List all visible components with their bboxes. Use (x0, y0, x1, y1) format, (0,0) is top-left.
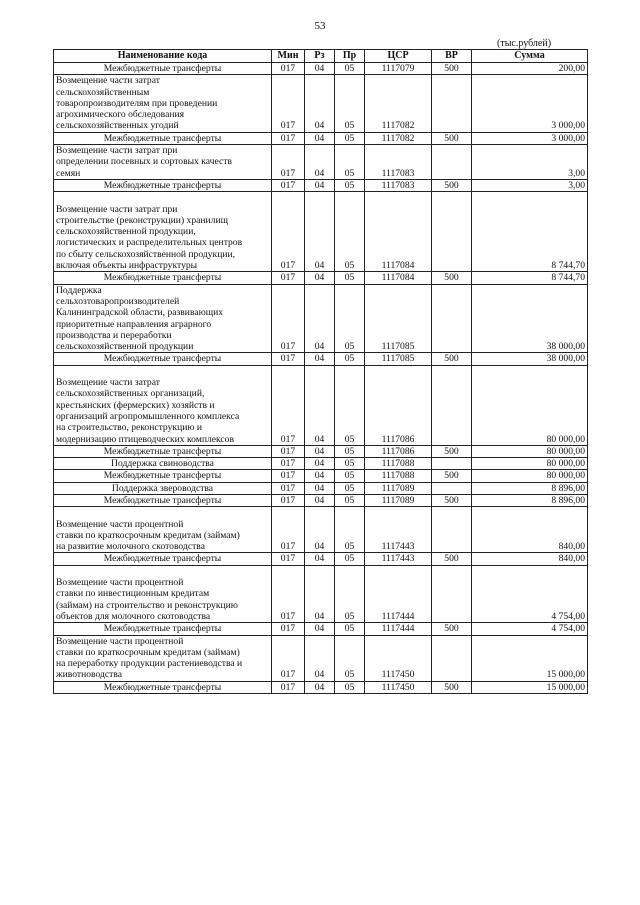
row-pr: 05 (335, 623, 365, 635)
table-row (54, 445, 588, 457)
row-csr: 1117443 (365, 553, 432, 565)
row-name-line: Межбюджетные трансферты (103, 179, 222, 191)
row-name-line (56, 507, 269, 518)
row-name (54, 284, 272, 353)
row-name-line: определении посевных и сортовых качеств (56, 156, 232, 168)
row-name-line: Межбюджетные трансферты (103, 470, 222, 482)
row-name (54, 179, 272, 191)
row-name-line: (займам) на строительство и реконструкцию (56, 599, 238, 611)
row-min: 017 (272, 272, 305, 284)
row-name-line: на строительство, реконструкцию и (56, 422, 203, 434)
row-sum: 38 000,00 (472, 353, 588, 365)
row-pr: 05 (335, 445, 365, 457)
row-sum: 15 000,00 (472, 635, 588, 681)
row-name-line: Возмещение части затрат при (56, 145, 178, 157)
row-rz: 04 (305, 553, 335, 565)
row-vr: 500 (432, 445, 472, 457)
table-row (54, 353, 588, 365)
row-pr: 05 (335, 553, 365, 565)
row-sum: 3 000,00 (472, 132, 588, 144)
row-name-line: сельскохозяйственным (56, 86, 150, 98)
row-sum: 200,00 (472, 63, 588, 75)
row-name (54, 507, 272, 553)
row-name (54, 482, 272, 494)
row-min: 017 (272, 284, 305, 353)
row-rz: 04 (305, 470, 335, 482)
row-sum: 4 754,00 (472, 565, 588, 622)
row-name-line: ставки по инвестиционным кредитам (56, 588, 210, 600)
header-name: Наименование кода (54, 50, 272, 63)
row-pr: 05 (335, 565, 365, 622)
table-row (54, 365, 588, 445)
table-row (54, 272, 588, 284)
row-pr: 05 (335, 507, 365, 553)
row-name-line: ставки по краткосрочным кредитам (займам) (56, 529, 240, 541)
row-csr: 1117084 (365, 192, 432, 272)
row-name-line: Межбюджетные трансферты (103, 353, 222, 365)
row-vr (432, 192, 472, 272)
row-vr: 500 (432, 553, 472, 565)
row-name-line: Поддержка звероводства (111, 482, 214, 494)
row-vr: 500 (432, 63, 472, 75)
row-vr (432, 565, 472, 622)
row-pr: 05 (335, 470, 365, 482)
row-vr (432, 75, 472, 132)
row-name-line (56, 366, 269, 377)
row-name (54, 132, 272, 144)
row-pr: 05 (335, 192, 365, 272)
row-name (54, 565, 272, 622)
row-min: 017 (272, 458, 305, 470)
row-rz: 04 (305, 63, 335, 75)
row-vr (432, 482, 472, 494)
row-vr (432, 635, 472, 681)
row-name-line: Межбюджетные трансферты (103, 272, 222, 284)
row-name (54, 445, 272, 457)
table-row (54, 75, 588, 132)
row-name-line: сельскохозяйственной продукции (56, 341, 194, 353)
row-name-line: товаропроизводителям при проведении (56, 97, 218, 109)
row-vr: 500 (432, 494, 472, 506)
row-vr: 500 (432, 272, 472, 284)
row-rz: 04 (305, 179, 335, 191)
row-rz: 04 (305, 482, 335, 494)
table-row (54, 681, 588, 693)
row-pr: 05 (335, 272, 365, 284)
row-name (54, 272, 272, 284)
row-name-line: Поддержка (56, 284, 102, 296)
row-sum: 8 896,00 (472, 494, 588, 506)
row-sum: 38 000,00 (472, 284, 588, 353)
row-name-line: на развитие молочного скотоводства (56, 541, 205, 553)
row-sum: 80 000,00 (472, 458, 588, 470)
row-name-line: Межбюджетные трансферты (103, 494, 222, 506)
table-row (54, 179, 588, 191)
row-name (54, 75, 272, 132)
row-csr: 1117450 (365, 635, 432, 681)
row-name (54, 353, 272, 365)
row-rz: 04 (305, 192, 335, 272)
table-row (54, 482, 588, 494)
row-name-line: агрохимического обследования (56, 109, 185, 121)
row-csr: 1117089 (365, 494, 432, 506)
row-name-line: логистических и распределительных центров (56, 237, 243, 249)
row-vr (432, 284, 472, 353)
table-row (54, 458, 588, 470)
table-row (54, 565, 588, 622)
row-sum: 840,00 (472, 553, 588, 565)
row-pr: 05 (335, 132, 365, 144)
row-rz: 04 (305, 635, 335, 681)
row-name-line: Межбюджетные трансферты (103, 445, 222, 457)
row-name-line: приоритетные направления аграрного (56, 318, 212, 330)
row-min: 017 (272, 507, 305, 553)
row-csr: 1117083 (365, 179, 432, 191)
row-pr: 05 (335, 458, 365, 470)
row-name (54, 553, 272, 565)
row-vr: 500 (432, 132, 472, 144)
row-name (54, 470, 272, 482)
row-sum: 80 000,00 (472, 470, 588, 482)
row-min: 017 (272, 494, 305, 506)
row-csr: 1117079 (365, 63, 432, 75)
row-sum: 3 000,00 (472, 75, 588, 132)
row-name-line: производства и переработки (56, 329, 172, 341)
row-name-line: организаций агропромышленного комплекса (56, 410, 240, 422)
row-pr: 05 (335, 365, 365, 445)
row-rz: 04 (305, 365, 335, 445)
table-body (54, 63, 588, 694)
row-csr: 1117082 (365, 132, 432, 144)
table-row (54, 284, 588, 353)
row-sum: 8 744,70 (472, 272, 588, 284)
row-name-line: животноводства (56, 669, 122, 681)
row-name-line: Возмещение части процентной (56, 635, 184, 647)
row-sum: 840,00 (472, 507, 588, 553)
row-sum: 8 896,00 (472, 482, 588, 494)
row-name (54, 635, 272, 681)
row-rz: 04 (305, 132, 335, 144)
row-csr: 1117444 (365, 623, 432, 635)
row-name-line: объектов для молочного скотоводства (56, 610, 211, 622)
row-name (54, 192, 272, 272)
row-min: 017 (272, 192, 305, 272)
row-name (54, 623, 272, 635)
row-min: 017 (272, 179, 305, 191)
row-csr: 1117085 (365, 284, 432, 353)
row-rz: 04 (305, 507, 335, 553)
row-sum: 80 000,00 (472, 365, 588, 445)
row-name-line: сельскохозяйственных угодий (56, 120, 179, 132)
row-vr (432, 365, 472, 445)
row-rz: 04 (305, 284, 335, 353)
row-name-line: Возмещение части процентной (56, 518, 184, 530)
table-row (54, 470, 588, 482)
row-rz: 04 (305, 145, 335, 180)
row-name-line: Межбюджетные трансферты (103, 553, 222, 565)
row-min: 017 (272, 553, 305, 565)
row-name (54, 145, 272, 180)
row-csr: 1117444 (365, 565, 432, 622)
row-sum: 3,00 (472, 179, 588, 191)
row-min: 017 (272, 635, 305, 681)
row-min: 017 (272, 75, 305, 132)
row-csr: 1117088 (365, 470, 432, 482)
row-pr: 05 (335, 75, 365, 132)
row-csr: 1117084 (365, 272, 432, 284)
header-pr: Пр (335, 50, 365, 63)
row-name (54, 63, 272, 75)
row-name (54, 494, 272, 506)
row-name-line: Калининградской области, развивающих (56, 307, 224, 319)
row-name-line: крестьянских (фермерских) хозяйств и (56, 399, 215, 411)
row-rz: 04 (305, 458, 335, 470)
row-rz: 04 (305, 272, 335, 284)
units-label: (тыс.рублей) (497, 38, 552, 49)
row-pr: 05 (335, 63, 365, 75)
row-vr (432, 458, 472, 470)
header-csr: ЦСР (365, 50, 432, 63)
row-vr (432, 145, 472, 180)
table-row (54, 553, 588, 565)
row-sum: 3,00 (472, 145, 588, 180)
row-vr: 500 (432, 470, 472, 482)
row-csr: 1117082 (365, 75, 432, 132)
row-name (54, 365, 272, 445)
row-min: 017 (272, 681, 305, 693)
row-min: 017 (272, 470, 305, 482)
row-name-line: включая объекты инфраструктуры (56, 260, 198, 272)
row-rz: 04 (305, 445, 335, 457)
row-pr: 05 (335, 145, 365, 180)
row-vr: 500 (432, 623, 472, 635)
row-csr: 1117450 (365, 681, 432, 693)
row-name-line: Межбюджетные трансферты (103, 132, 222, 144)
header-sum: Сумма (472, 50, 588, 63)
table-row (54, 494, 588, 506)
table-row (54, 507, 588, 553)
row-min: 017 (272, 132, 305, 144)
row-min: 017 (272, 365, 305, 445)
row-min: 017 (272, 482, 305, 494)
row-csr: 1117443 (365, 507, 432, 553)
row-name-line: Возмещение части затрат при (56, 203, 178, 215)
header-min: Мин (272, 50, 305, 63)
row-name-line: семян (56, 167, 81, 179)
row-name-line: Поддержка свиноводства (111, 458, 214, 470)
row-csr: 1117086 (365, 445, 432, 457)
row-name-line (56, 566, 269, 577)
row-pr: 05 (335, 179, 365, 191)
row-name-line (56, 192, 269, 203)
row-rz: 04 (305, 623, 335, 635)
table-row (54, 635, 588, 681)
row-sum: 15 000,00 (472, 681, 588, 693)
row-sum: 4 754,00 (472, 623, 588, 635)
row-name-line: на переработку продукции растениеводства и (56, 658, 243, 670)
row-name (54, 681, 272, 693)
row-name-line: Межбюджетные трансферты (103, 623, 222, 635)
row-csr: 1117083 (365, 145, 432, 180)
row-name-line: по сбыту сельскохозяйственной продукции, (56, 248, 236, 260)
row-min: 017 (272, 565, 305, 622)
row-min: 017 (272, 623, 305, 635)
row-name-line: Межбюджетные трансферты (103, 63, 222, 74)
table-row (54, 63, 588, 75)
row-min: 017 (272, 63, 305, 75)
row-rz: 04 (305, 353, 335, 365)
row-vr (432, 507, 472, 553)
table-row (54, 132, 588, 144)
row-name-line: ставки по краткосрочным кредитам (займам) (56, 646, 240, 658)
row-rz: 04 (305, 565, 335, 622)
row-name-line: сельскохозяйственных организаций, (56, 388, 205, 400)
row-pr: 05 (335, 635, 365, 681)
table-row (54, 623, 588, 635)
header-vr: ВР (432, 50, 472, 63)
row-pr: 05 (335, 494, 365, 506)
row-rz: 04 (305, 681, 335, 693)
table-row (54, 145, 588, 180)
row-name-line: сельхозтоваропроизводителей (56, 295, 180, 307)
row-rz: 04 (305, 75, 335, 132)
row-csr: 1117089 (365, 482, 432, 494)
row-name-line: Возмещение части процентной (56, 577, 184, 589)
header-rz: Рз (305, 50, 335, 63)
row-sum: 8 744,70 (472, 192, 588, 272)
row-csr: 1117086 (365, 365, 432, 445)
row-min: 017 (272, 445, 305, 457)
budget-table (53, 49, 588, 694)
row-name-line: Возмещение части затрат (56, 377, 160, 389)
row-pr: 05 (335, 482, 365, 494)
row-vr: 500 (432, 681, 472, 693)
row-pr: 05 (335, 681, 365, 693)
row-name-line: Межбюджетные трансферты (103, 681, 222, 693)
page-number: 53 (314, 20, 326, 32)
row-name (54, 458, 272, 470)
row-vr: 500 (432, 353, 472, 365)
row-rz: 04 (305, 494, 335, 506)
row-pr: 05 (335, 353, 365, 365)
row-name-line: Возмещение части затрат (56, 75, 160, 87)
row-vr: 500 (432, 179, 472, 191)
row-name-line: модернизацию птицеводческих комплексов (56, 433, 235, 445)
row-min: 017 (272, 145, 305, 180)
row-name-line: сельскохозяйственной продукции, (56, 226, 196, 238)
table-row (54, 192, 588, 272)
row-csr: 1117085 (365, 353, 432, 365)
table-header-row (54, 50, 588, 63)
row-sum: 80 000,00 (472, 445, 588, 457)
row-name-line: строительстве (реконструкции) хранилищ (56, 214, 228, 226)
row-csr: 1117088 (365, 458, 432, 470)
row-pr: 05 (335, 284, 365, 353)
row-min: 017 (272, 353, 305, 365)
